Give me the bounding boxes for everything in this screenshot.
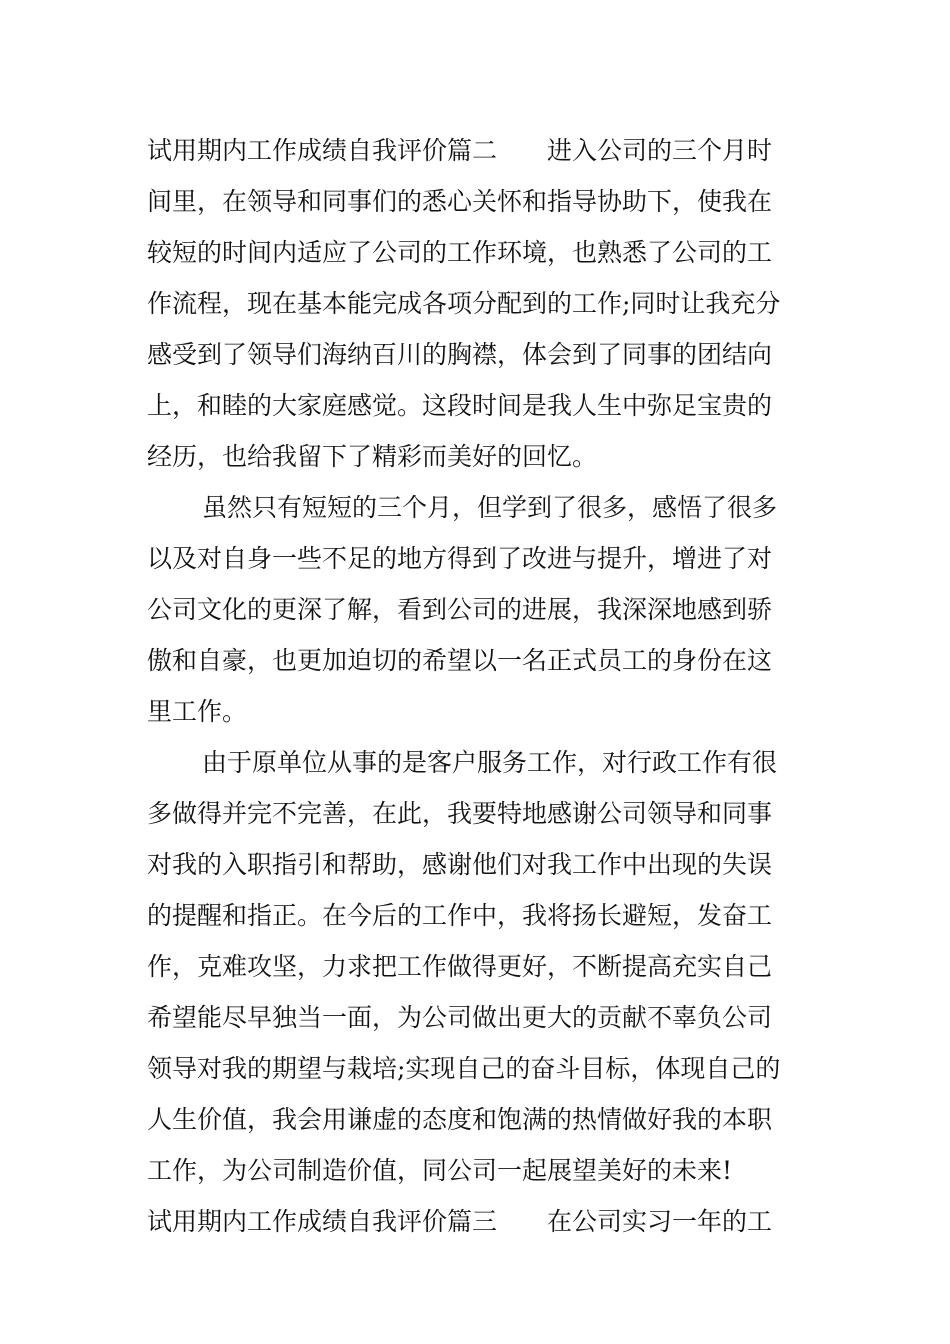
text-line: 工作，为公司制造价值，同公司一起展望美好的未来! (147, 1156, 733, 1185)
text-line: 试用期内工作成绩自我评价篇三 在公司实习一年的工 (147, 1207, 773, 1236)
paragraph-first-line: 虽然只有短短的三个月，但学到了很多，感悟了很多 (202, 493, 778, 522)
text-line: 作，克难攻坚，力求把工作做得更好，不断提高充实自己 (147, 952, 773, 981)
text-line: 里工作。 (147, 697, 248, 726)
text-line: 间里，在领导和同事们的悉心关怀和指导协助下，使我在 (147, 187, 773, 216)
text-line: 对我的入职指引和帮助，感谢他们对我工作中出现的失误 (147, 850, 773, 879)
text-line: 多做得并完不完善，在此，我要特地感谢公司领导和同事 (147, 799, 773, 828)
text-line: 试用期内工作成绩自我评价篇二 进入公司的三个月时 (147, 136, 773, 165)
text-line: 领导对我的期望与栽培;实现自己的奋斗目标，体现自己的 (147, 1054, 781, 1083)
text-line: 傲和自豪，也更加迫切的希望以一名正式员工的身份在这 (147, 646, 773, 675)
text-line: 人生价值，我会用谦虚的态度和饱满的热情做好我的本职 (147, 1105, 773, 1134)
text-line: 感受到了领导们海纳百川的胸襟，体会到了同事的团结向 (147, 340, 773, 369)
document-body (147, 125, 807, 1247)
text-line: 的提醒和指正。在今后的工作中，我将扬长避短，发奋工 (147, 901, 773, 930)
text-line: 经历，也给我留下了精彩而美好的回忆。 (147, 442, 598, 471)
paragraph-first-line: 由于原单位从事的是客户服务工作，对行政工作有很 (202, 748, 778, 777)
text-line: 较短的时间内适应了公司的工作环境，也熟悉了公司的工 (147, 238, 773, 267)
text-line: 以及对自身一些不足的地方得到了改进与提升，增进了对 (147, 544, 773, 573)
text-line: 公司文化的更深了解，看到公司的进展，我深深地感到骄 (147, 595, 773, 624)
text-line: 希望能尽早独当一面，为公司做出更大的贡献不辜负公司 (147, 1003, 773, 1032)
text-line: 作流程，现在基本能完成各项分配到的工作;同时让我充分 (147, 289, 781, 318)
text-line: 上，和睦的大家庭感觉。这段时间是我人生中弥足宝贵的 (147, 391, 773, 420)
